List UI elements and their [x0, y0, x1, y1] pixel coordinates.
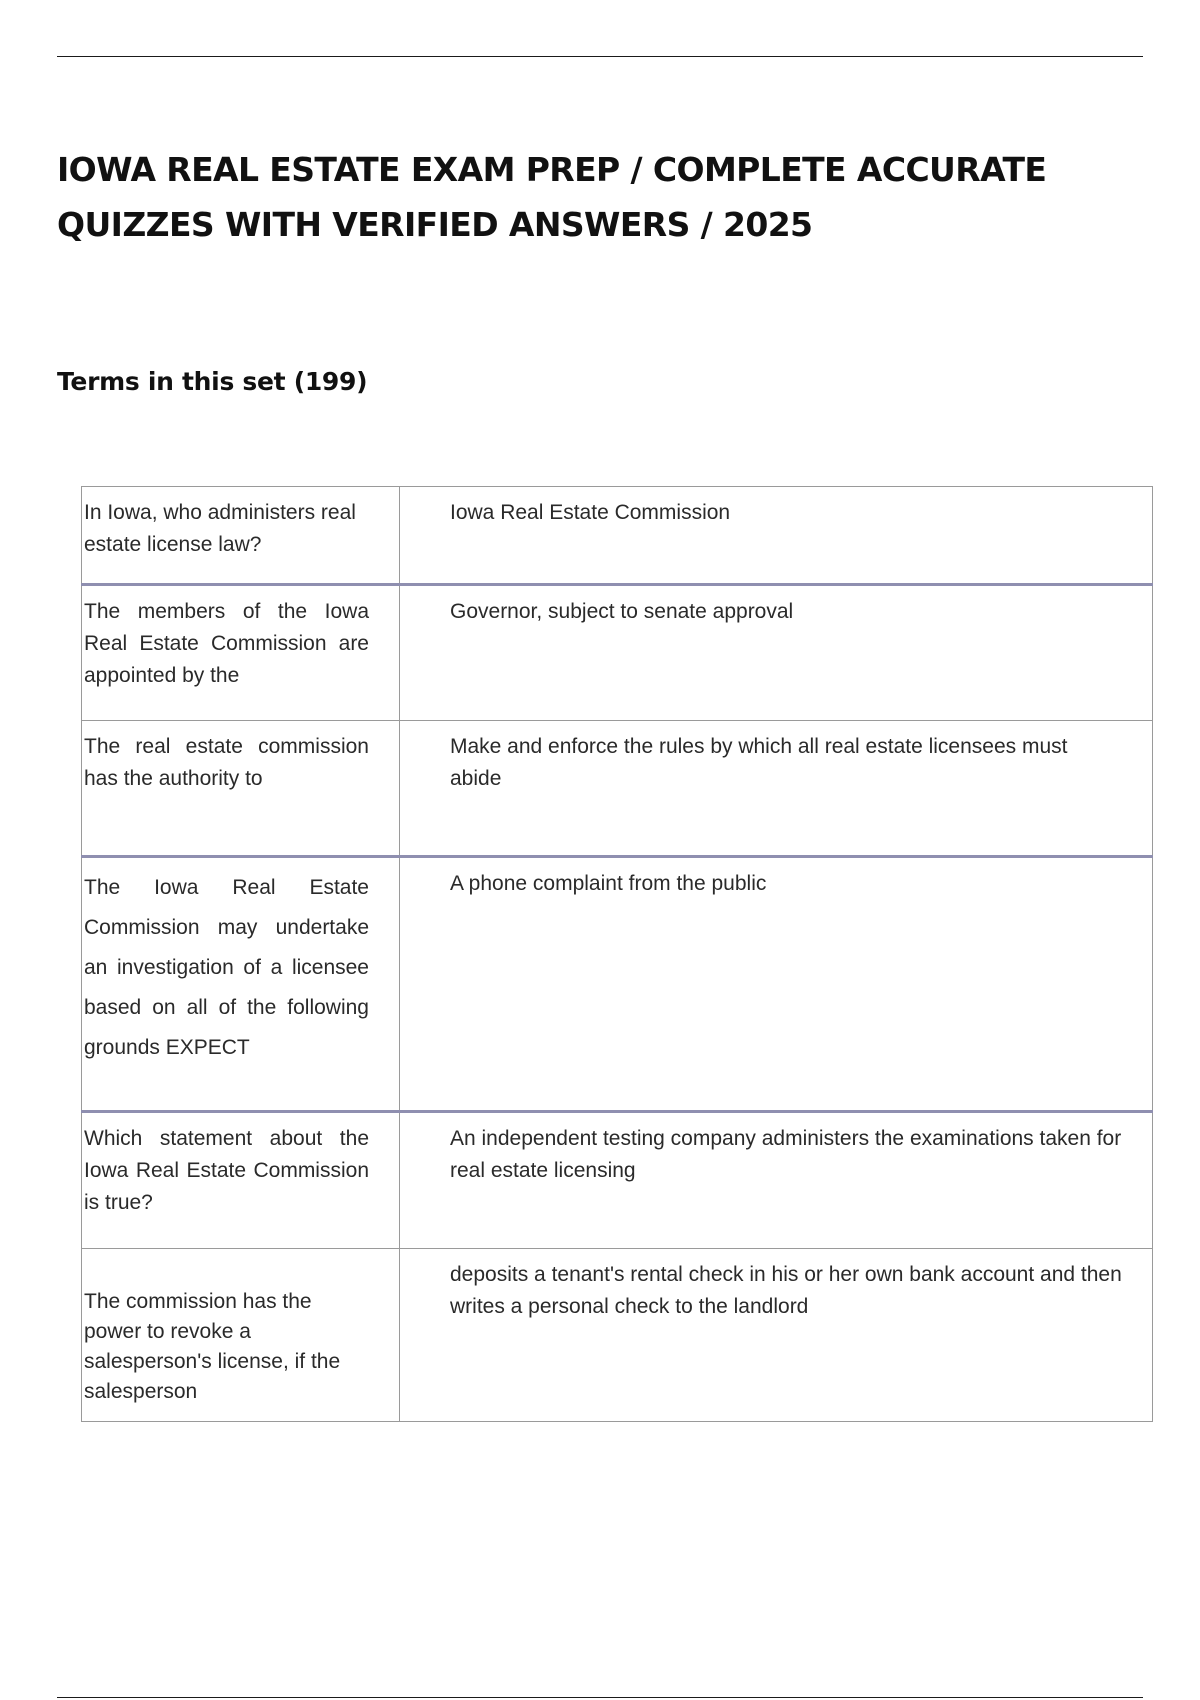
term-answer: An independent testing company administers the examinations taken for real estate licensing: [400, 1112, 1153, 1249]
term-question: The members of the Iowa Real Estate Commission are appointed by the: [82, 585, 400, 721]
term-row: [82, 487, 1153, 585]
term-row: [82, 585, 1153, 721]
term-answer: Iowa Real Estate Commission: [400, 487, 1153, 585]
terms-count-heading: Terms in this set (199): [57, 367, 368, 396]
term-question: The real estate commission has the authority to: [82, 721, 400, 857]
document-title: IOWA REAL ESTATE EXAM PREP / COMPLETE ACCURATE QUIZZES WITH VERIFIED ANSWERS / 2025: [57, 150, 1047, 244]
term-answer: Governor, subject to senate approval: [400, 585, 1153, 721]
terms-table: [81, 486, 1153, 1422]
term-question: The Iowa Real Estate Commission may undertake an investigation of a licensee based on all of the following grounds EXPECT: [82, 857, 400, 1112]
term-row: [82, 721, 1153, 857]
term-row: [82, 857, 1153, 1112]
bottom-rule: [57, 1697, 1143, 1698]
term-question: Which statement about the Iowa Real Estate Commission is true?: [82, 1112, 400, 1249]
term-answer: A phone complaint from the public: [400, 857, 1153, 1112]
term-question: In Iowa, who administers real estate license law?: [82, 487, 400, 585]
term-answer: deposits a tenant's rental check in his or her own bank account and then writes a personal check to the landlord: [400, 1249, 1153, 1422]
term-row: [82, 1249, 1153, 1422]
top-rule: [57, 56, 1143, 57]
term-row: [82, 1112, 1153, 1249]
term-question: The commission has the power to revoke a salesperson's license, if the salesperson: [82, 1249, 400, 1422]
term-answer: Make and enforce the rules by which all real estate licensees must abide: [400, 721, 1153, 857]
